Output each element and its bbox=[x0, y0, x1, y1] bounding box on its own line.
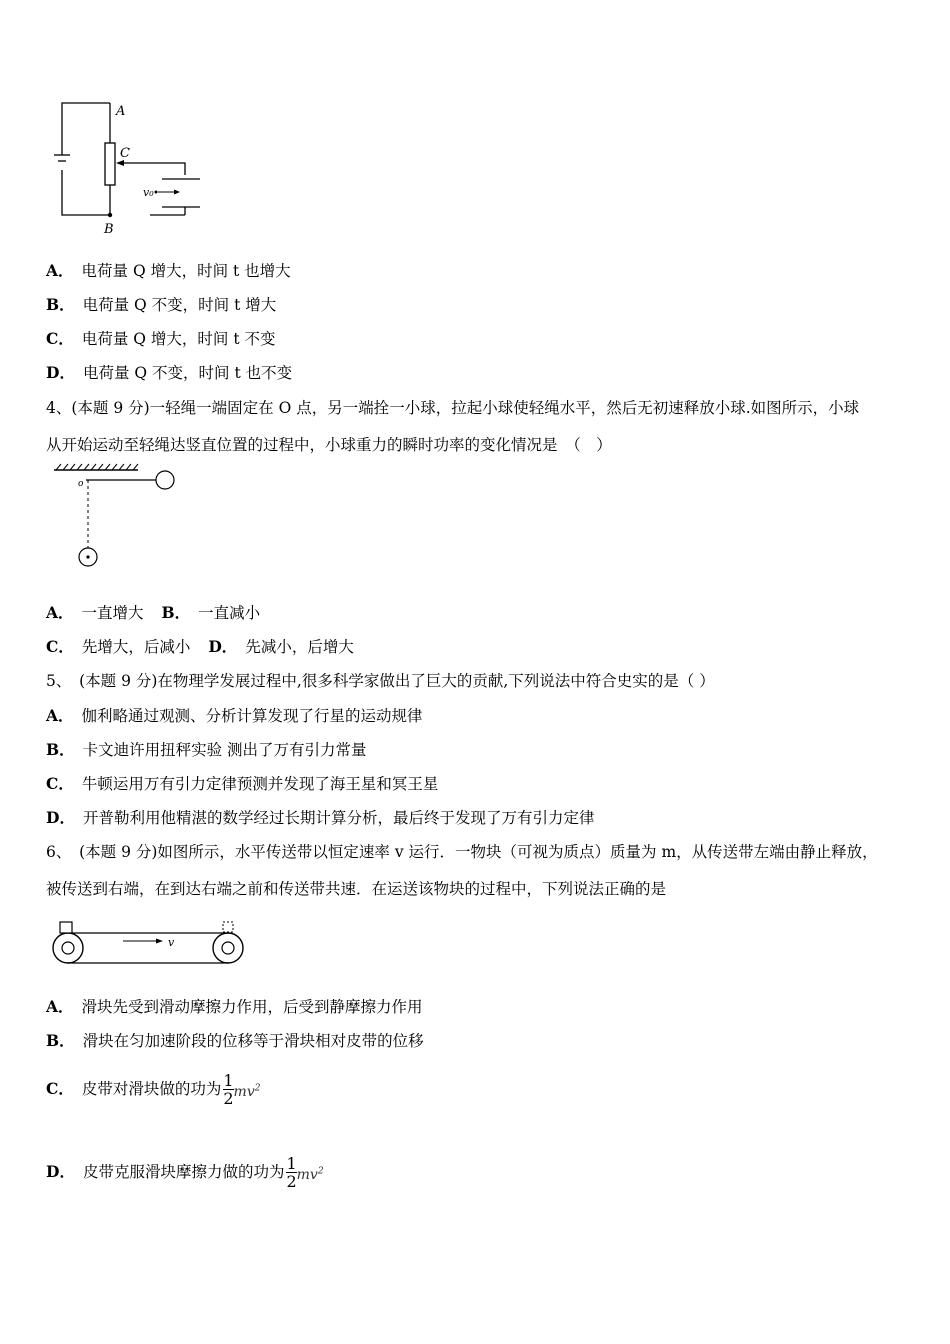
q4-options-cd: C． 先增大，后减小 D． 先减小，后增大 bbox=[46, 637, 354, 656]
q6-stem-line2: 被传送到右端，在到达右端之前和传送带共速．在运送该物块的过程中，下列说法正确的是 bbox=[46, 880, 667, 898]
q3-option-b: B． 电荷量 Q 不变，时间 t 增大 bbox=[46, 295, 277, 314]
circuit-figure bbox=[40, 95, 215, 245]
q6-option-d: D． 皮带克服滑块摩擦力做的功为 $\frac{1}{2}$ $mv^2$ bbox=[46, 1154, 324, 1192]
q4-options-ab: A． 一直增大 B． 一直减小 bbox=[46, 603, 261, 622]
q3-option-c: C． 电荷量 Q 增大，时间 t 不变 bbox=[46, 329, 276, 348]
q5-stem: 5、 (本题 9 分)在物理学发展过程中,很多科学家做出了巨大的贡献,下列说法中符合史实的是（ ） bbox=[46, 672, 715, 690]
q6-option-c: C． 皮带对滑块做的功为 $\frac{1}{2}$ $mv^2$ bbox=[46, 1071, 261, 1109]
fraction-half: $\frac{1}{2}$ bbox=[286, 1154, 297, 1192]
label-b: B bbox=[104, 222, 114, 237]
label-v: v bbox=[168, 936, 175, 949]
q5-option-c: C． 牛顿运用万有引力定律预测并发现了海王星和冥王星 bbox=[46, 774, 439, 793]
q5-option-b: B． 卡文迪许用扭秤实验 测出了万有引力常量 bbox=[46, 740, 367, 759]
label-o: o bbox=[78, 479, 84, 489]
q6-option-b: B． 滑块在匀加速阶段的位移等于滑块相对皮带的位移 bbox=[46, 1031, 424, 1050]
pendulum-figure bbox=[48, 460, 188, 575]
q3-option-d: D． 电荷量 Q 不变，时间 t 也不变 bbox=[46, 363, 293, 382]
q4-stem-line1: 4、(本题 9 分)一轻绳一端固定在 O 点，另一端拴一小球，拉起小球使轻绳水平，然后无初速释放小球.如图所示，小球 bbox=[46, 399, 860, 417]
q5-option-d: D． 开普勒利用他精湛的数学经过长期计算分析，最后终于发现了万有引力定律 bbox=[46, 808, 595, 827]
expr-mv2: $mv^2$ bbox=[233, 1083, 261, 1100]
label-c: C bbox=[120, 146, 130, 161]
expr-mv2: $mv^2$ bbox=[296, 1166, 324, 1183]
q4-stem-line2: 从开始运动至轻绳达竖直位置的过程中，小球重力的瞬时功率的变化情况是 （ ） bbox=[46, 436, 612, 454]
label-a: A bbox=[116, 104, 126, 119]
q6-option-a: A． 滑块先受到滑动摩擦力作用，后受到静摩擦力作用 bbox=[46, 997, 423, 1016]
fraction-half: $\frac{1}{2}$ bbox=[223, 1071, 234, 1109]
label-v0: v₀ bbox=[143, 186, 154, 199]
conveyor-figure bbox=[48, 918, 253, 973]
q6-stem-line1: 6、 (本题 9 分)如图所示，水平传送带以恒定速率 v 运行．一物块（可视为质点）质量为 m，从传送带左端由静止释放， bbox=[46, 843, 878, 861]
q5-option-a: A． 伽利略通过观测、分析计算发现了行星的运动规律 bbox=[46, 706, 423, 725]
q3-option-a: A． 电荷量 Q 增大，时间 t 也增大 bbox=[46, 261, 291, 280]
